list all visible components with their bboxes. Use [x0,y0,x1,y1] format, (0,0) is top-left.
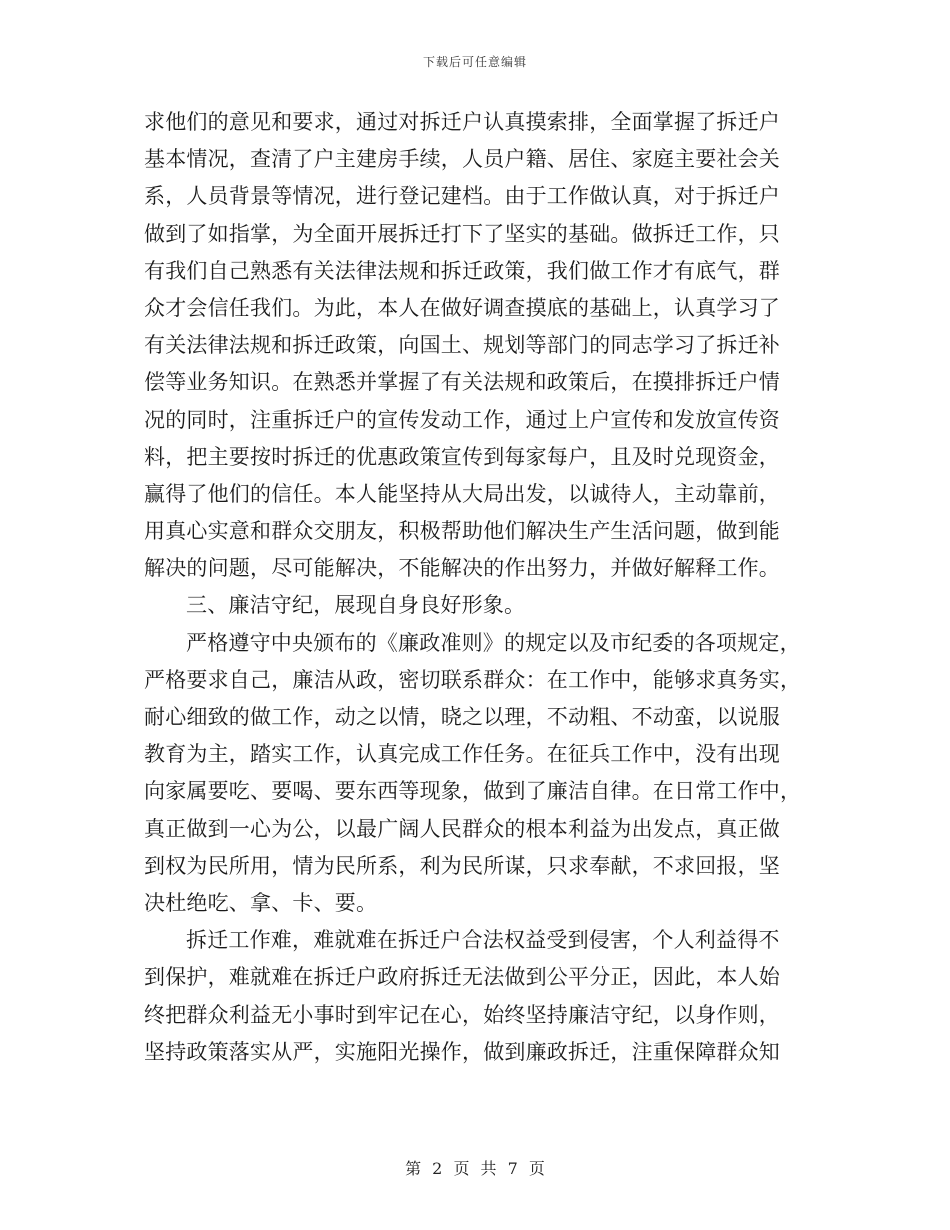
text-line-3: 系，人员背景等情况，进行登记建档。由于工作做认真，对于拆迁户 [144,184,780,209]
text-line-9: 况的同时，注重拆迁户的宣传发动工作，通过上户宣传和发放宣传资 [144,407,780,432]
text-line-16: 严格要求自己，廉洁从政，密切联系群众：在工作中，能够求真务实， [144,667,802,692]
text-line-19: 向家属要吃、要喝、要东西等现象，做到了廉洁自律。在日常工作中， [144,779,802,804]
text-line-8: 偿等业务知识。在熟悉并掌握了有关法规和政策后，在摸排拆迁户情 [144,370,780,395]
text-line-22: 决杜绝吃、拿、卡、要。 [144,890,378,915]
text-line-10: 料，把主要按时拆迁的优惠政策宣传到每家每户，且及时兑现资金， [144,444,780,469]
text-line-23: 拆迁工作难，难就难在拆迁户合法权益受到侵害，个人利益得不 [186,928,780,953]
text-line-26: 坚持政策落实从严，实施阳光操作，做到廉政拆迁，注重保障群众知 [144,1039,780,1064]
text-line-4: 做到了如指掌，为全面开展拆迁打下了坚实的基础。做拆迁工作，只 [144,221,780,246]
page-header-note: 下载后可任意编辑 [422,55,527,69]
text-line-25: 终把群众利益无小事时到牢记在心，始终坚持廉洁守纪，以身作则， [144,1002,780,1027]
text-line-15: 严格遵守中央颁布的《廉政准则》的规定以及市纪委的各项规定， [186,630,801,655]
text-line-2: 基本情况，查清了户主建房手续，人员户籍、居住、家庭主要社会关 [144,147,780,172]
text-line-1: 求他们的意见和要求，通过对拆迁户认真摸索排，全面掌握了拆迁户 [144,110,780,134]
text-line-6: 众才会信任我们。为此，本人在做好调查摸底的基础上，认真学习了 [144,295,780,320]
text-line-20: 真正做到一心为公，以最广阔人民群众的根本利益为出发点，真正做 [144,816,780,841]
text-line-21: 到权为民所用，情为民所系，利为民所谋，只求奉献，不求回报，坚 [144,853,780,878]
text-line-18: 教育为主，踏实工作，认真完成工作任务。在征兵工作中，没有出现 [144,742,780,767]
text-line-13: 解决的问题，尽可能解决，不能解决的作出努力，并做好解释工作。 [144,556,780,581]
page-number: 第 2 页 共 7 页 [405,1159,545,1178]
document-body [144,104,804,1071]
text-line-5: 有我们自己熟悉有关法律法规和拆迁政策，我们做工作才有底气，群 [144,258,780,283]
text-line-12: 用真心实意和群众交朋友，积极帮助他们解决生产生活问题，做到能 [144,519,780,544]
text-line-11: 赢得了他们的信任。本人能坚持从大局出发，以诚待人，主动靠前， [144,481,780,506]
text-line-7: 有关法律法规和拆迁政策，向国土、规划等部门的同志学习了拆迁补 [144,333,780,358]
text-line-24: 到保护，难就难在拆迁户政府拆迁无法做到公平分正，因此，本人始 [144,965,780,990]
text-line-17: 耐心细致的做工作，动之以情，晓之以理，不动粗、不动蛮，以说服 [144,705,780,729]
section-heading: 三、廉洁守纪，展现自身良好形象。 [186,593,526,618]
